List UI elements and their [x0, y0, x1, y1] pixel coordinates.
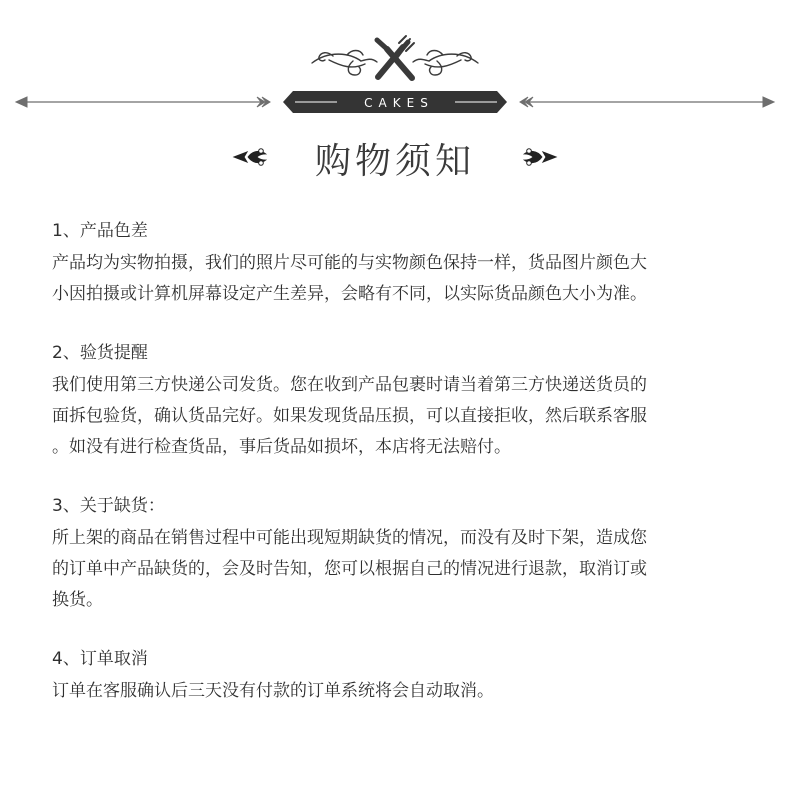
section-text-line: 所上架的商品在销售过程中可能出现短期缺货的情况，而没有及时下架，造成您: [52, 528, 647, 548]
section-title: 1、产品色差: [52, 221, 148, 241]
section-text-line: 换货。: [52, 590, 103, 610]
section-title: 2、验货提醒: [52, 343, 148, 363]
section-text-line: 小因拍摄或计算机屏幕设定产生差异，会略有不同，以实际货品颜色大小为准。: [52, 284, 647, 304]
out-of-stock-section: [52, 491, 752, 616]
order-cancel-section: [52, 644, 752, 707]
right-title-flourish: [524, 149, 556, 166]
right-divider-arrow: [520, 97, 774, 107]
right-scroll-ornament: [413, 51, 478, 76]
knife-fork-icon: [377, 36, 414, 78]
section-title: 4、订单取消: [52, 649, 148, 669]
brand-label: CAKES: [364, 96, 434, 110]
color-difference-section: [52, 216, 752, 310]
section-text-line: 产品均为实物拍摄，我们的照片尽可能的与实物颜色保持一样，货品图片颜色大: [52, 253, 647, 273]
left-scroll-ornament: [312, 51, 377, 76]
section-title: 3、关于缺货：: [52, 496, 165, 516]
section-text-line: 面拆包验货，确认货品完好。如果发现货品压损，可以直接拒收，然后联系客服: [52, 406, 647, 426]
inspection-section: [52, 338, 752, 463]
shopping-notice-content: [52, 216, 752, 735]
section-text-line: 。如没有进行检查货品，事后货品如损坏，本店将无法赔付。: [52, 437, 511, 457]
left-title-flourish: [234, 149, 266, 166]
section-text-line: 订单在客服确认后三天没有付款的订单系统将会自动取消。: [52, 681, 494, 701]
section-text-line: 的订单中产品缺货的，会及时告知，您可以根据自己的情况进行退款，取消订或: [52, 559, 647, 579]
section-text-line: 我们使用第三方快递公司发货。您在收到产品包裹时请当着第三方快递送货员的: [52, 375, 647, 395]
left-divider-arrow: [16, 97, 270, 107]
page-title: 购物须知: [314, 141, 475, 182]
